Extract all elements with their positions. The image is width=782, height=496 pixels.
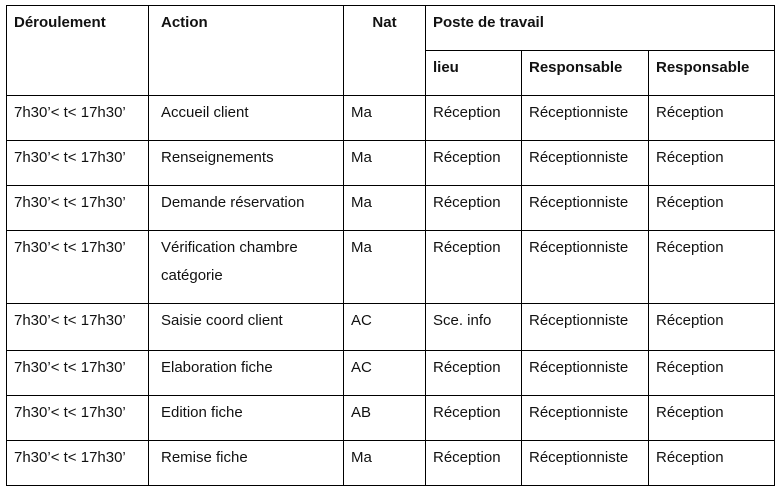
table-row [7, 141, 775, 186]
header-deroulement: Déroulement [7, 6, 149, 96]
cell-action: Vérification chambre catégorie [149, 231, 344, 304]
cell-deroulement: 7h30’< t< 17h30’ [7, 304, 149, 351]
table-row [7, 304, 775, 351]
table-row [7, 396, 775, 441]
cell-deroulement: 7h30’< t< 17h30’ [7, 396, 149, 441]
table-row [7, 96, 775, 141]
cell-responsable-2: Réception [649, 441, 775, 486]
cell-action: Renseignements [149, 141, 344, 186]
header-responsable-2: Responsable [649, 51, 775, 96]
cell-nat: AB [344, 396, 426, 441]
cell-responsable-1: Réceptionniste [522, 96, 649, 141]
table-row [7, 186, 775, 231]
cell-deroulement: 7h30’< t< 17h30’ [7, 441, 149, 486]
cell-lieu: Réception [426, 141, 522, 186]
cell-action: Edition fiche [149, 396, 344, 441]
cell-lieu: Réception [426, 96, 522, 141]
cell-lieu: Réception [426, 441, 522, 486]
header-poste-de-travail: Poste de travail [426, 6, 775, 51]
cell-action: Saisie coord client [149, 304, 344, 351]
cell-action: Demande réservation [149, 186, 344, 231]
table-row [7, 441, 775, 486]
cell-responsable-2: Réception [649, 141, 775, 186]
header-action: Action [149, 6, 344, 96]
cell-responsable-1: Réceptionniste [522, 441, 649, 486]
cell-action: Elaboration fiche [149, 351, 344, 396]
cell-responsable-1: Réceptionniste [522, 351, 649, 396]
table-row [7, 351, 775, 396]
cell-deroulement: 7h30’< t< 17h30’ [7, 186, 149, 231]
cell-nat: AC [344, 304, 426, 351]
cell-deroulement: 7h30’< t< 17h30’ [7, 351, 149, 396]
cell-responsable-1: Réceptionniste [522, 396, 649, 441]
header-lieu: lieu [426, 51, 522, 96]
cell-deroulement: 7h30’< t< 17h30’ [7, 96, 149, 141]
cell-nat: AC [344, 351, 426, 396]
table-row [7, 231, 775, 304]
cell-responsable-2: Réception [649, 396, 775, 441]
cell-responsable-1: Réceptionniste [522, 141, 649, 186]
header-responsable-1: Responsable [522, 51, 649, 96]
cell-lieu: Réception [426, 351, 522, 396]
cell-responsable-2: Réception [649, 304, 775, 351]
cell-responsable-2: Réception [649, 351, 775, 396]
cell-action: Remise fiche [149, 441, 344, 486]
cell-responsable-2: Réception [649, 186, 775, 231]
cell-responsable-2: Réception [649, 96, 775, 141]
cell-responsable-1: Réceptionniste [522, 186, 649, 231]
cell-lieu: Réception [426, 396, 522, 441]
cell-deroulement: 7h30’< t< 17h30’ [7, 141, 149, 186]
cell-nat: Ma [344, 231, 426, 304]
cell-nat: Ma [344, 441, 426, 486]
cell-nat: Ma [344, 186, 426, 231]
cell-deroulement: 7h30’< t< 17h30’ [7, 231, 149, 304]
header-nat: Nat [344, 6, 426, 96]
cell-lieu: Sce. info [426, 304, 522, 351]
cell-lieu: Réception [426, 231, 522, 304]
cell-lieu: Réception [426, 186, 522, 231]
cell-responsable-2: Réception [649, 231, 775, 304]
cell-action: Accueil client [149, 96, 344, 141]
cell-nat: Ma [344, 96, 426, 141]
cell-responsable-1: Réceptionniste [522, 304, 649, 351]
cell-nat: Ma [344, 141, 426, 186]
cell-responsable-1: Réceptionniste [522, 231, 649, 304]
header-row [7, 6, 775, 51]
procedure-table [6, 5, 775, 486]
